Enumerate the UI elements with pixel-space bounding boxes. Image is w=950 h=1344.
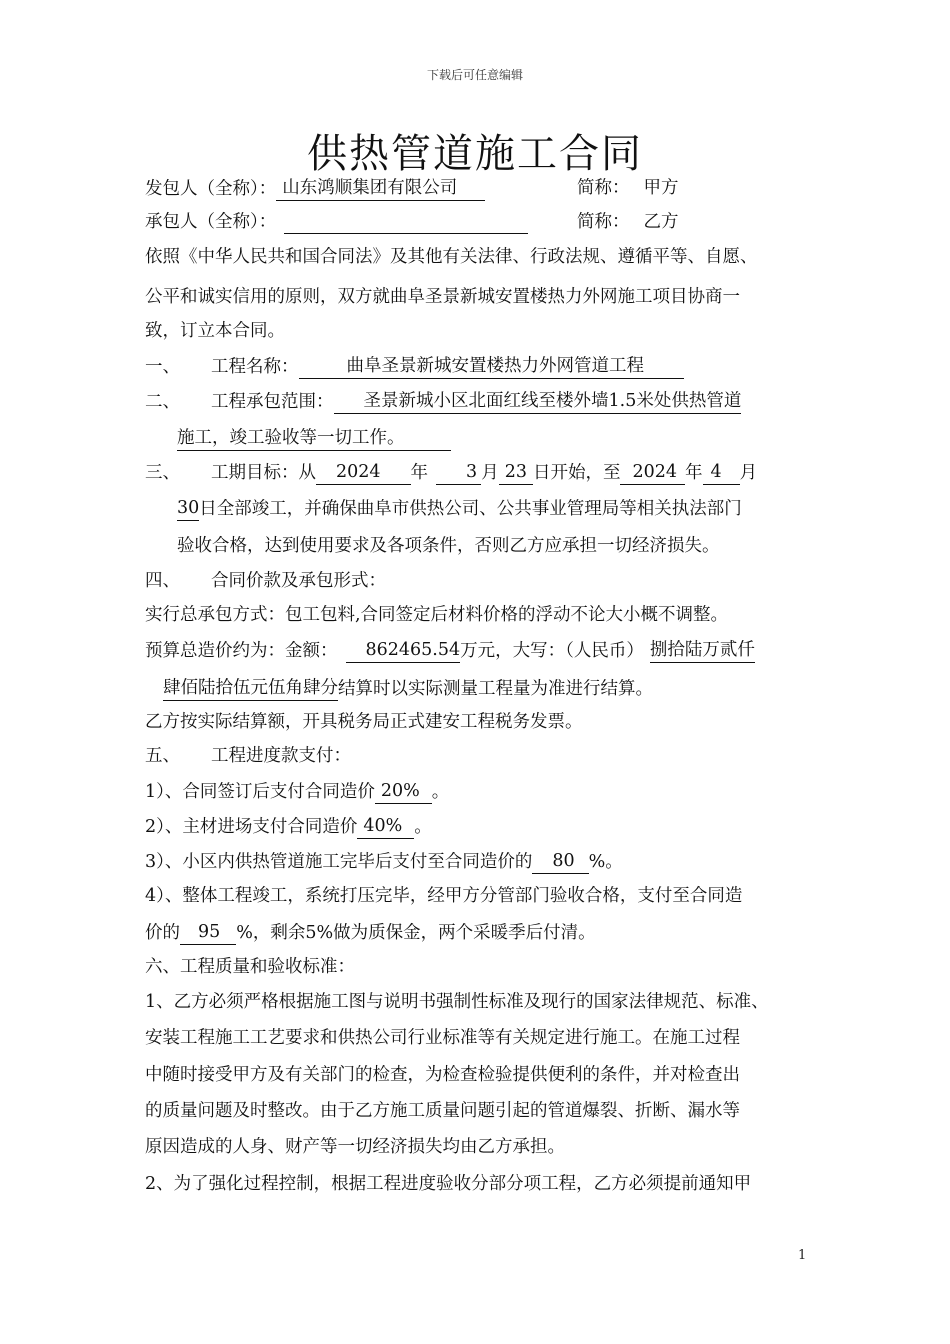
payment-item-2-text: 2）、主材进场支付合同造价 bbox=[145, 817, 358, 837]
contract-title: 供热管道施工合同 bbox=[307, 131, 643, 177]
month-word: 月 bbox=[481, 463, 499, 483]
section-3-line-2-text: 日全部竣工，并确保曲阜市供热公司、公共事业管理局等相关执法部门 bbox=[199, 499, 742, 519]
budget-line-2 bbox=[163, 676, 653, 701]
end-year: 2024 bbox=[620, 460, 685, 485]
payment-item-1-value: 20% bbox=[375, 779, 432, 804]
scope-line-2: 施工，竣工验收等一切工作。 bbox=[177, 426, 451, 451]
payment-item-4-suffix: %，剩余5%做为质保金，两个采暖季后付清。 bbox=[236, 923, 596, 943]
section-3 bbox=[145, 460, 757, 485]
section-6-heading: 六、工程质量和验收标准： bbox=[145, 957, 355, 977]
payment-item-3-value: 80 bbox=[532, 849, 588, 874]
intro-line-1: 依照《中华人民共和国合同法》及其他有关法律、行政法规、遵循平等、自愿、 bbox=[145, 247, 758, 267]
payment-item-1 bbox=[145, 779, 449, 804]
payment-item-1-text: 1）、合同签订后支付合同造价 bbox=[145, 782, 375, 802]
employer-label: 发包人（全称）： bbox=[145, 179, 277, 199]
payment-item-3 bbox=[145, 849, 623, 874]
section-1-number: 一、 bbox=[145, 357, 180, 377]
invoice-note: 乙方按实际结算额，开具税务局正式建安工程税务发票。 bbox=[145, 712, 583, 732]
intro-line-2: 公平和诚实信用的原则，双方就曲阜圣景新城安置楼热力外网施工项目协商一 bbox=[145, 287, 740, 307]
budget-label: 预算总造价约为：金额： bbox=[145, 641, 338, 661]
quality-para-line-3: 中随时接受甲方及有关部门的检查，为检查检验提供便利的条件，并对检查出 bbox=[145, 1065, 740, 1085]
quality-para-line-5: 原因造成的人身、财产等一切经济损失均由乙方承担。 bbox=[145, 1137, 565, 1157]
inspection-para-line-1: 2、为了强化过程控制，根据工程进度验收分部分项工程，乙方必须提前通知甲 bbox=[145, 1174, 752, 1194]
amount-words-1: 捌拾陆万贰仟 bbox=[650, 638, 755, 663]
start-year: 2024 bbox=[316, 460, 411, 485]
section-2-label: 工程承包范围： bbox=[211, 392, 334, 412]
payment-item-2-value: 40% bbox=[357, 814, 414, 839]
payment-item-1-suffix: 。 bbox=[431, 782, 450, 802]
payment-item-4-line-1: 4）、整体工程竣工，系统打压完毕，经甲方分管部门验收合格，支付至合同造 bbox=[145, 886, 743, 906]
section-5-number: 五、 bbox=[145, 746, 180, 766]
page-number: 1 bbox=[798, 1248, 807, 1263]
payment-item-4-line-2 bbox=[145, 920, 596, 945]
scope-line-1: 圣景新城小区北面红线至楼外墙1.5米处供热管道 bbox=[334, 389, 742, 414]
payment-item-2-suffix: 。 bbox=[414, 817, 432, 837]
contractor-short: 乙方 bbox=[643, 212, 679, 232]
contractor-short-label: 简称： bbox=[577, 212, 630, 232]
section-4 bbox=[145, 569, 386, 593]
budget-line bbox=[145, 638, 755, 663]
contract-mode: 实行总承包方式：包工包料,合同签定后材料价格的浮动不论大小概不调整。 bbox=[145, 605, 729, 625]
start-month: 3 bbox=[436, 460, 481, 485]
start-suffix: 日开始，至 bbox=[532, 463, 621, 483]
section-2-number: 二、 bbox=[145, 392, 180, 412]
payment-item-2 bbox=[145, 814, 432, 839]
section-4-label: 合同价款及承包形式： bbox=[211, 571, 386, 591]
intro-line-3: 致，订立本合同。 bbox=[145, 321, 285, 341]
payment-item-3-text: 3）、小区内供热管道施工完毕后支付至合同造价的 bbox=[145, 852, 533, 872]
payment-item-3-suffix: %。 bbox=[588, 852, 623, 872]
project-name: 曲阜圣景新城安置楼热力外网管道工程 bbox=[299, 354, 685, 379]
settle-note: 结算时以实际测量工程量为准进行结算。 bbox=[338, 679, 653, 699]
employer-short-label: 简称： bbox=[577, 178, 630, 198]
amount-unit: 万元，大写：（人民币） bbox=[460, 641, 644, 661]
header-note: 下载后可任意编辑 bbox=[426, 68, 523, 82]
end-month: 4 bbox=[703, 460, 740, 485]
amount-words-2: 肆佰陆拾伍元伍角肆分 bbox=[163, 676, 338, 701]
section-3-line-3: 验收合格，达到使用要求及各项条件，否则乙方应承担一切经济损失。 bbox=[177, 536, 720, 556]
contractor-line bbox=[145, 210, 528, 234]
section-5-label: 工程进度款支付： bbox=[211, 746, 351, 766]
contractor-short-line bbox=[577, 210, 679, 234]
section-5 bbox=[145, 744, 351, 768]
end-month-word: 月 bbox=[739, 463, 758, 483]
section-3-label: 工期目标：从 bbox=[211, 463, 316, 483]
start-day: 23 bbox=[499, 460, 533, 485]
employer-line bbox=[145, 176, 485, 201]
section-3-line-2 bbox=[177, 496, 742, 521]
end-year-word: 年 bbox=[685, 463, 703, 483]
section-2 bbox=[145, 389, 741, 414]
quality-para-line-1: 1、乙方必须严格根据施工图与说明书强制性标准及现行的国家法律规范、标准、 bbox=[145, 992, 769, 1012]
section-1 bbox=[145, 354, 684, 379]
budget-amount: 862465.54 bbox=[346, 638, 461, 663]
section-3-number: 三、 bbox=[145, 463, 180, 483]
payment-item-4-value: 95 bbox=[180, 920, 236, 945]
contractor-label: 承包人（全称）： bbox=[145, 212, 277, 232]
payment-item-4-prefix: 价的 bbox=[145, 923, 180, 943]
quality-para-line-2: 安装工程施工工艺要求和供热公司行业标准等有关规定进行施工。在施工过程 bbox=[145, 1028, 740, 1048]
contractor-name-blank bbox=[284, 213, 528, 234]
employer-short-line bbox=[577, 176, 679, 200]
employer-short: 甲方 bbox=[643, 178, 679, 198]
section-1-label: 工程名称： bbox=[211, 357, 299, 377]
section-4-number: 四、 bbox=[145, 571, 180, 591]
employer-name: 山东鸿顺集团有限公司 bbox=[276, 176, 485, 201]
section-2-cont bbox=[177, 426, 451, 451]
quality-para-line-4: 的质量问题及时整改。由于乙方施工质量问题引起的管道爆裂、折断、漏水等 bbox=[145, 1101, 740, 1121]
end-day: 30 bbox=[177, 496, 199, 521]
year-word: 年 bbox=[410, 463, 429, 483]
